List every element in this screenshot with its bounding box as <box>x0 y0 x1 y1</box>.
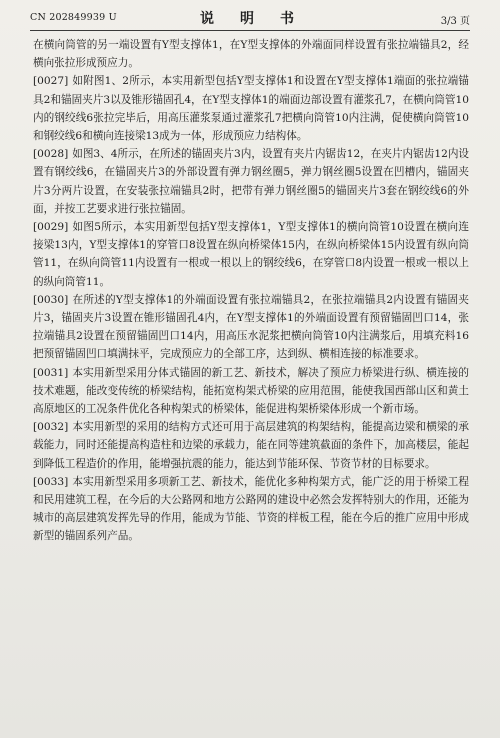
paragraph-0031 <box>33 364 469 419</box>
paragraph-text: 如图3、4所示，在所述的锚固夹片3内，设置有夹片内锯齿12，在夹片内锯齿12内设置有钢绞线6，在锚固夹片3的外部设置有弹力钢丝圈5，弹力钢丝圈5设置在凹槽内，锚固夹片3分两片设置，在安装张拉端锚具2时，把带有弹力钢丝圈5的锚固夹片3套在钢绞线6的外面，并按工艺要求进行张拉锚固。 <box>33 148 470 215</box>
paragraph-text: 如图5所示，本实用新型包括Y型支撑体1，Y型支撑体1的横向筒管10设置在横向连接梁13内，Y型支撑体1的穿管口8设置在纵向桥梁体15内，在纵向桥梁体15内设置有纵向筒管11，在纵向筒管11内设置有一根或一根以上的钢绞线6，在穿管口8内设置一根或一根以上的纵向筒管11。 <box>33 221 469 288</box>
paragraph-number: [0028] <box>33 148 69 161</box>
document-title: 说 明 书 <box>200 11 300 27</box>
paragraph-text: 本实用新型的采用的结构方式还可用于高层建筑的构架结构，能提高边梁和横梁的承载能力，同时还能提高构造柱和边梁的承载力，能在同等建筑截面的条件下，加高楼层，能起到降低工程造价的作用，能增强抗震的能力，能达到节能环保、节资节材的目标要求。 <box>33 421 469 470</box>
paragraph-text: 本实用新型采用多项新工艺、新技术，能优化多种构架方式，能广泛的用于桥梁工程和民用建筑工程，在今后的大公路网和地方公路网的建设中必然会发挥特别大的作用，还能为城市的高层建筑发挥先导的作用，能成为节能、节资的样板工程，能在今后的推广应用中形成新型的锚固系列产品。 <box>33 475 469 543</box>
paragraph-0030 <box>33 291 469 364</box>
document-body <box>33 36 469 546</box>
paragraph-number: [0029] <box>33 221 69 234</box>
paragraph-0033 <box>33 473 469 546</box>
page-number: 3/3 页 <box>440 16 470 27</box>
paragraph-0028 <box>33 145 469 218</box>
paragraph-0032 <box>33 418 469 473</box>
header-divider <box>30 30 470 31</box>
patent-number: CN 202849939 U <box>30 12 117 23</box>
paragraph-continuation <box>33 36 469 72</box>
paragraph-number: [0027] <box>33 75 69 88</box>
paragraph-number: [0030] <box>33 293 69 306</box>
page-header <box>30 7 470 27</box>
paragraph-text: 在横向筒管的另一端设置有Y型支撑体1，在Y型支撑体的外端面同样设置有张拉端锚具2，经横向张拉形成预应力。 <box>33 39 469 70</box>
paragraph-text: 在所述的Y型支撑体1的外端面设置有张拉端锚具2，在张拉端锚具2内设置有锚固夹片3，锚固夹片3设置在锥形锚固孔4内，在Y型支撑体1的外端面设置有预留锚固凹口14，张拉端锚具2设置在预留锚固凹口14内，用高压水泥浆把横向筒管10内注满浆后，用填充料16把预留锚固凹口填满抹平，完成预应力的全部工序，达到纵、横相连接的标准要求。 <box>33 293 469 361</box>
paragraph-number: [0031] <box>33 366 69 379</box>
paragraph-number: [0032] <box>33 421 69 434</box>
paragraph-text: 如附图1、2所示，本实用新型包括Y型支撑体1和设置在Y型支撑体1端面的张拉端锚具2和锚固夹片3以及锥形锚固孔4，在Y型支撑体1的端面边部设置有灌浆孔7，在横向筒管10内的钢绞线6张拉完毕后，用高压灌浆泵通过灌浆孔7把横向筒管10内注满，促使横向筒管10和钢绞线6和横向连接梁13成为一体，形成预应力结构体。 <box>33 75 469 143</box>
paragraph-0027 <box>33 72 469 145</box>
paragraph-0029 <box>33 218 469 291</box>
paragraph-number: [0033] <box>33 475 69 488</box>
paragraph-text: 本实用新型采用分体式锚固的新工艺、新技术，解决了预应力桥梁进行纵、横连接的技术难题，能改变传统的桥梁结构，能拓宽构架式桥梁的应用范围，能使我国西部山区和黄土高原地区的工况条件优化各种构架式的桥梁体，能促进构架桥梁体形成一个新市场。 <box>33 366 469 416</box>
